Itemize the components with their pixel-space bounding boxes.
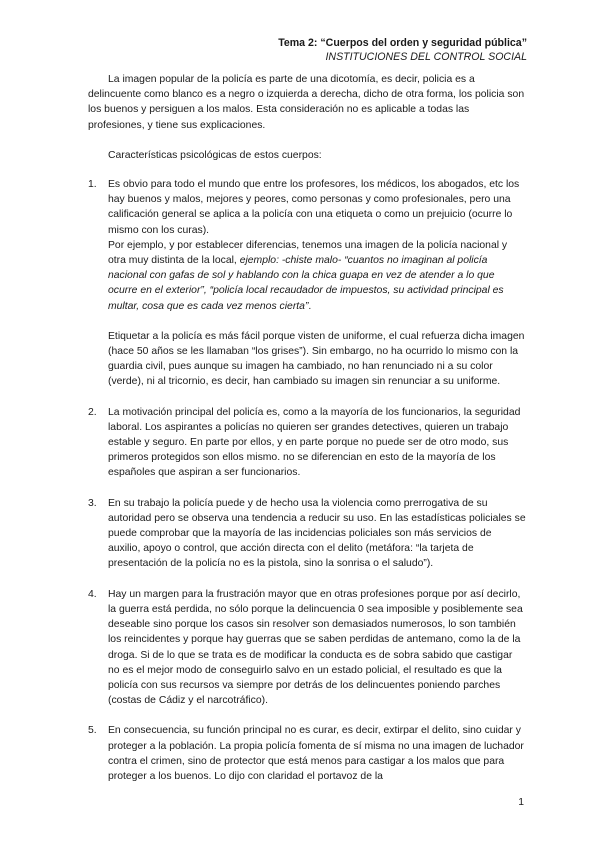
list-item-paragraph: En su trabajo la policía puede y de hecho usa la violencia como prerrogativa de su autoridad pero se observa una tendencia a reducir su uso. En las estadísticas policiales se puede comprobar que la mayoría de las incidencias policiales son más servicios de auxilio, apoyo o control, que acción directa con el delito (metáfora: “la tarjeta de presentación de la policía no es la pistola, sino la sonrisa o el saludo”). bbox=[108, 497, 526, 570]
header-title: Tema 2: “Cuerpos del orden y seguridad pública” bbox=[278, 37, 527, 49]
list-item-number: 4. bbox=[88, 588, 97, 600]
list-item-number: 1. bbox=[88, 179, 97, 191]
document-body bbox=[88, 72, 526, 799]
list-item-number: 2. bbox=[88, 406, 97, 418]
list-item-paragraph: Hay un margen para la frustración mayor que en otras profesiones porque por así decirlo, la guerra está perdida, no sólo porque la delincuencia 0 sea imposible y posiblemente sea deseable sino porque los casos sin resolver son demasiados numerosos, lo son también los reincidentes y porque hay guerras que se saben perdidas de antemano, como la de la droga. Si de lo que se trata es de modificar la conducta es de sobra sabido que castigar no es el mejor modo de conseguirlo salvo en un estado policial, el resultado es que la policía con sus recursos va siempre por detrás de los delincuentes poniendo parches (costas de Cádiz y el narcotráfico). bbox=[108, 588, 523, 707]
example-italic-text: ejemplo: -chiste malo- “cuantos no imaginan al policía nacional con gafas de sol y hablando con la chica guapa en vez de atender a lo que ocurre en el exterior”, “policía local recaudador de impuestos, su actividad principal es multar, cosa que es cada vez menos cierta” bbox=[108, 255, 504, 312]
characteristics-list bbox=[88, 177, 526, 784]
list-item-paragraph: Etiquetar a la policía es más fácil porque visten de uniforme, el cual refuerza dicha imagen (hace 50 años se les llamaban “los grises”). Sin embargo, no ha ocurrido lo mismo con la guardia civil, pues aunque su imagen ha cambiado, no han renunciado ni a su color (verde), ni al tricornio, es decir, han cambiado su imagen sin renunciar a su uniforme. bbox=[108, 330, 525, 388]
list-item bbox=[88, 405, 526, 481]
list-item-paragraph: La motivación principal del policía es, como a la mayoría de los funcionarios, la seguridad laboral. Los aspirantes a policías no quieren ser grandes detectives, quieren un trabajo estable y seguro. En parte por ellos, y en parte porque no puede ser de otro modo, sus primeros protegidos son ellos mismo. no se diferencian en esto de la mayoría de los españoles que aspiran a ser funcionarios. bbox=[108, 406, 521, 479]
page-header bbox=[278, 36, 527, 64]
example-intro-text: Por ejemplo, y por establecer diferencias, tenemos una imagen de la policía nacional y otra muy distinta de la local, bbox=[108, 239, 508, 267]
header-subtitle: INSTITUCIONES DEL CONTROL SOCIAL bbox=[325, 51, 527, 63]
list-item bbox=[88, 177, 526, 390]
list-item-number: 5. bbox=[88, 725, 97, 737]
list-item-paragraph: Es obvio para todo el mundo que entre los profesores, los médicos, los abogados, etc los hay buenos y malos, mejores y peores, como personas y como profesionales, pero una calificación general se aplica a la policía con una etiqueta o como un prejuicio (ocurre lo mismo con los curas). bbox=[108, 179, 520, 236]
list-item-paragraph: En consecuencia, su función principal no es curar, es decir, extirpar el delito, sino cuidar y proteger a la población. La propia policía fomenta de sí misma no una imagen de luchador contra el crimen, sino de protector que está menos para castigar a los malos que para proteger a los buenos. Lo dijo con claridad el portavoz de la bbox=[108, 725, 524, 782]
intro-paragraph: La imagen popular de la policía es parte de una dicotomía, es decir, policia es a delincuente como blanco es a negro o izquierda a derecha, dicho de otra forma, los policia son los buenos y persiguen a los malos. Esta consideración no es aplicable a todas las profesiones, y tiene sus explicaciones. bbox=[88, 74, 525, 131]
characteristics-heading: Características psicológicas de estos cuerpos: bbox=[108, 149, 322, 161]
list-item-paragraph bbox=[108, 238, 526, 314]
list-item bbox=[88, 587, 526, 709]
page-number: 1 bbox=[518, 797, 524, 808]
list-item-number: 3. bbox=[88, 497, 97, 509]
example-end-text: . bbox=[308, 300, 312, 312]
list-item bbox=[88, 496, 526, 572]
list-item bbox=[88, 723, 526, 784]
